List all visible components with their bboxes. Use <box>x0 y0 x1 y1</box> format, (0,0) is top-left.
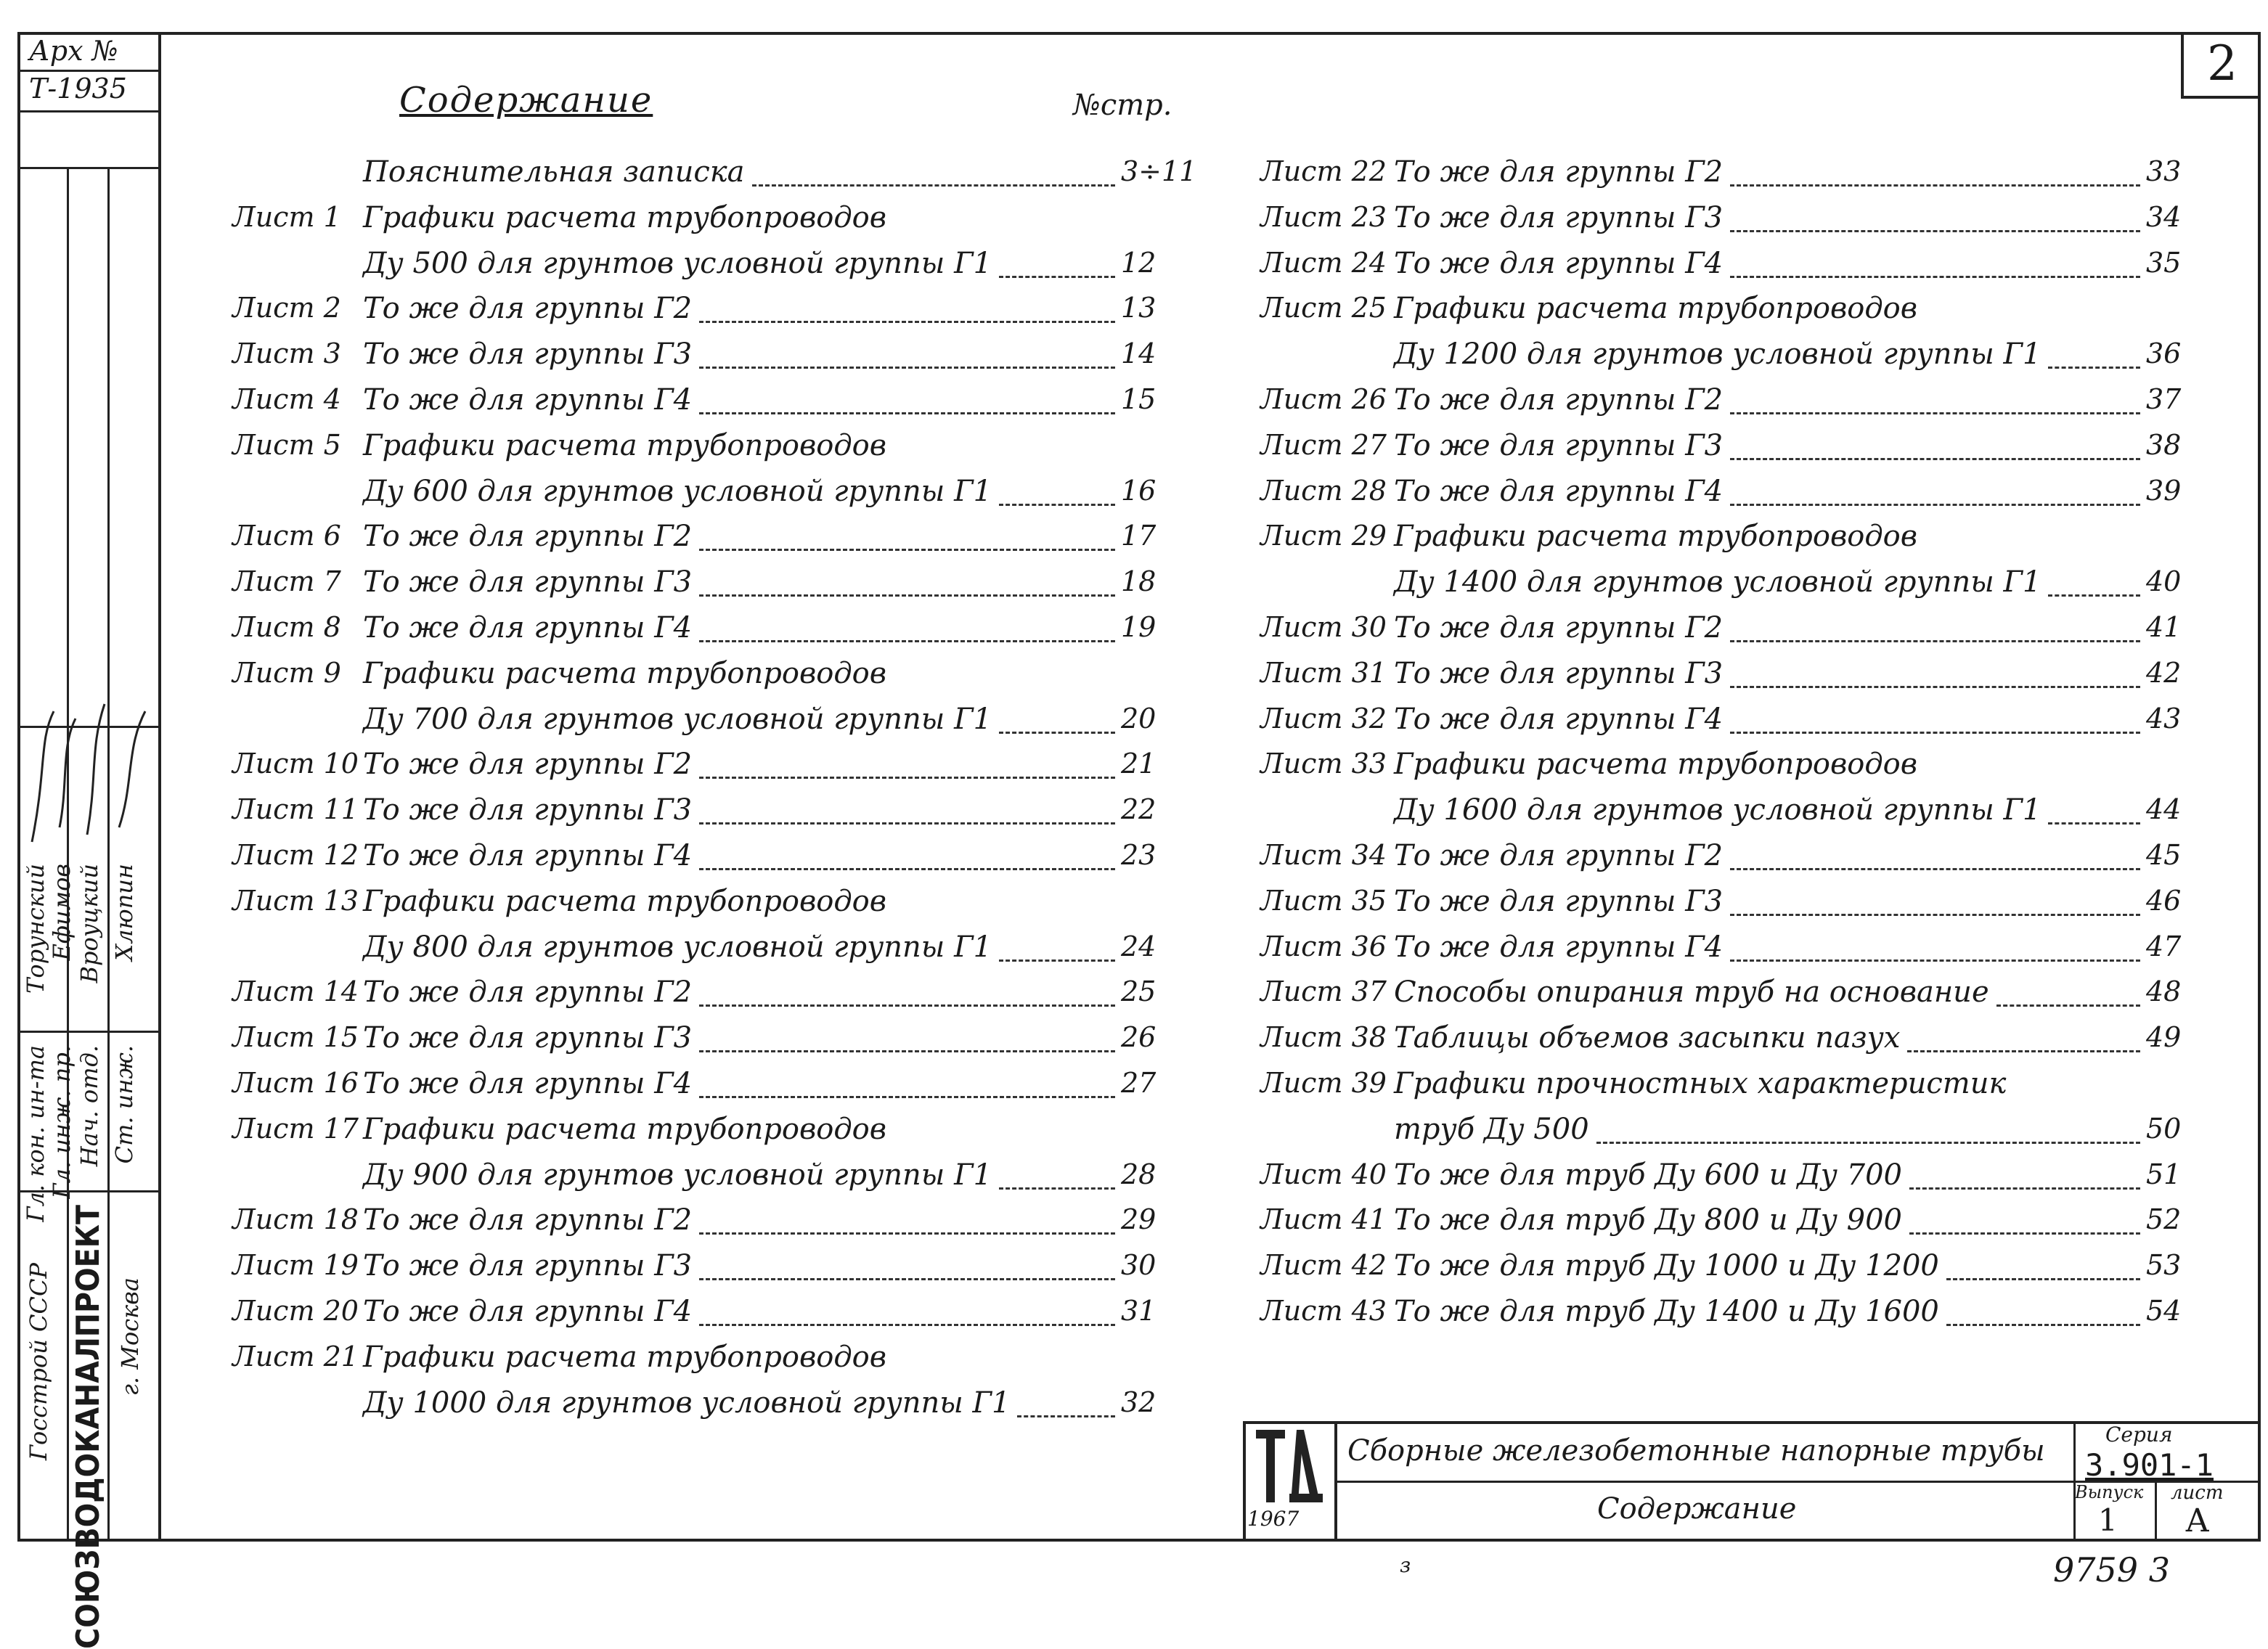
entry-page-number: 29 <box>1121 1203 1157 1236</box>
archive-number: Т-1935 <box>29 73 127 105</box>
contents-entry <box>1260 611 2190 652</box>
contents-entry <box>1260 155 2190 196</box>
leader-dashes <box>1730 412 2140 414</box>
entry-page-number: 26 <box>1121 1021 1157 1054</box>
strip-role: Нач. отд. <box>76 1045 103 1167</box>
entry-page-number: 46 <box>2146 884 2182 917</box>
contents-entry <box>232 1249 1191 1290</box>
sheet-label: Лист 28 <box>1260 474 1387 507</box>
sheet-label: Лист 8 <box>232 611 341 643</box>
td-logo-icon <box>1253 1427 1326 1507</box>
entry-text: То же для группы Г4 <box>1394 702 1724 736</box>
entry-page-number: 39 <box>2146 474 2182 507</box>
contents-entry <box>232 839 1191 880</box>
entry-text: То же для группы Г3 <box>1394 884 1724 918</box>
leader-dashes <box>1730 458 2140 460</box>
contents-entry <box>1260 748 2190 788</box>
entry-text: То же для группы Г2 <box>363 748 693 782</box>
leader-dashes <box>699 1096 1115 1098</box>
entry-text: То же для группы Г4 <box>363 611 693 645</box>
contents-entry <box>1260 1203 2190 1244</box>
entry-text: То же для труб Ду 1000 и Ду 1200 <box>1394 1249 1939 1283</box>
contents-entry <box>1260 1067 2190 1108</box>
entry-text: То же для группы Г2 <box>1394 839 1724 872</box>
sheet-label: Лист 33 <box>1260 748 1387 780</box>
contents-entry <box>232 1295 1191 1335</box>
contents-entry <box>1260 975 2190 1016</box>
contents-entry <box>232 1341 1191 1381</box>
entry-page-number: 33 <box>2146 155 2182 187</box>
entry-page-number: 20 <box>1121 702 1157 735</box>
entry-page-number: 25 <box>1121 975 1157 1008</box>
archive-label: Арх № <box>29 35 118 67</box>
sheet-label: Лист 32 <box>1260 702 1387 735</box>
entry-page-number: 51 <box>2146 1158 2182 1190</box>
contents-entry <box>1260 657 2190 697</box>
leader-dashes <box>1730 504 2140 506</box>
sheet-label: Лист 36 <box>1260 930 1387 962</box>
contents-entry <box>1260 930 2190 971</box>
sheet-label: Лист 16 <box>232 1067 359 1099</box>
title-block-divider <box>2155 1481 2157 1540</box>
leader-dashes <box>999 276 1115 278</box>
entry-text: Графики расчета трубопроводов <box>363 428 887 462</box>
entry-page-number: 23 <box>1121 839 1157 871</box>
leader-dashes <box>699 367 1115 369</box>
contents-entry <box>1260 247 2190 287</box>
strip-row-line <box>17 1031 158 1033</box>
vypusk-value: 1 <box>2098 1502 2118 1538</box>
entry-page-number: 45 <box>2146 839 2182 871</box>
contents-entry <box>1260 1249 2190 1290</box>
entry-text: труб Ду 500 <box>1394 1112 1589 1146</box>
sheet-label: Лист 43 <box>1260 1295 1387 1327</box>
leader-dashes <box>1730 959 2140 962</box>
entry-text: То же для группы Г3 <box>363 1249 693 1283</box>
leader-dashes <box>1996 1004 2140 1007</box>
entry-page-number: 30 <box>1121 1249 1157 1282</box>
leader-dashes <box>2048 367 2140 369</box>
sheet-label: Лист 12 <box>232 839 359 871</box>
entry-text: То же для труб Ду 800 и Ду 900 <box>1394 1203 1902 1237</box>
entry-page-number: 17 <box>1121 520 1157 552</box>
strip-role: Гл. кон. ин-та <box>22 1045 49 1222</box>
sheet-label: Лист 10 <box>232 748 359 780</box>
contents-entry <box>232 657 1191 697</box>
sheet-label: Лист 15 <box>232 1021 359 1054</box>
entry-page-number: 21 <box>1121 748 1157 780</box>
sheet-label: Лист 37 <box>1260 975 1387 1008</box>
entry-text: Таблицы объемов засыпки пазух <box>1394 1021 1901 1055</box>
entry-text: То же для группы Г3 <box>363 1021 693 1055</box>
leader-dashes <box>1730 230 2140 232</box>
entry-page-number: 22 <box>1121 793 1157 826</box>
entry-text: Ду 500 для грунтов условной группы Г1 <box>363 246 992 280</box>
entry-text: То же для группы Г4 <box>363 1295 693 1328</box>
sheet-label: Лист 17 <box>232 1112 359 1145</box>
entry-page-number: 47 <box>2146 930 2182 962</box>
entry-text: То же для группы Г2 <box>1394 383 1724 417</box>
strip-name: Хлюпин <box>110 864 138 961</box>
sheet-label: Лист 5 <box>232 428 341 461</box>
entry-text: То же для группы Г4 <box>1394 930 1724 964</box>
strip-role: Ст. инж. <box>110 1045 138 1164</box>
entry-text: То же для группы Г4 <box>363 1067 693 1100</box>
contents-entry <box>1260 383 2190 424</box>
entry-page-number: 16 <box>1121 474 1157 507</box>
contents-entry <box>232 1021 1191 1062</box>
entry-text: То же для группы Г4 <box>1394 246 1724 280</box>
entry-page-number: 36 <box>2146 337 2182 370</box>
sheet-label: Лист 35 <box>1260 884 1387 917</box>
entry-text: То же для группы Г2 <box>1394 155 1724 189</box>
list-value: А <box>2185 1502 2210 1539</box>
leader-dashes <box>999 959 1115 962</box>
leader-dashes <box>699 868 1115 870</box>
sheet-label: Лист 25 <box>1260 292 1387 324</box>
entry-text: Графики расчета трубопроводов <box>363 200 887 234</box>
contents-entry <box>232 1203 1191 1244</box>
sheet-label: Лист 40 <box>1260 1158 1387 1190</box>
entry-text: То же для труб Ду 1400 и Ду 1600 <box>1394 1295 1939 1328</box>
entry-text: То же для группы Г4 <box>1394 474 1724 508</box>
leader-dashes <box>699 321 1115 323</box>
entry-text: То же для группы Г4 <box>363 383 693 417</box>
sheet-label: Лист 23 <box>1260 200 1387 233</box>
sheet-label: Лист 26 <box>1260 383 1387 415</box>
contents-entry <box>1260 1158 2190 1199</box>
entry-page-number: 32 <box>1121 1386 1157 1418</box>
contents-entry <box>1260 839 2190 880</box>
entry-page-number: 3÷11 <box>1121 155 1197 187</box>
contents-entry <box>1260 520 2190 560</box>
contents-entry <box>1260 1113 2190 1153</box>
entry-page-number: 37 <box>2146 383 2182 415</box>
leader-dashes <box>1730 276 2140 278</box>
contents-entry <box>1260 201 2190 242</box>
entry-text: Ду 1200 для грунтов условной группы Г1 <box>1394 337 2041 372</box>
entry-text: Графики прочностных характеристик <box>1394 1067 2007 1100</box>
sheet-label: Лист 18 <box>232 1203 359 1236</box>
sheet-label: Лист 11 <box>232 793 359 826</box>
contents-entry <box>232 292 1191 332</box>
contents-entry <box>232 793 1191 834</box>
sheet-label: Лист 20 <box>232 1295 359 1327</box>
contents-entry <box>1260 337 2190 378</box>
leader-dashes <box>699 1004 1115 1007</box>
entry-text: То же для группы Г3 <box>1394 656 1724 690</box>
entry-page-number: 18 <box>1121 565 1157 598</box>
sheet-label: Лист 6 <box>232 520 341 552</box>
contents-entry <box>232 885 1191 925</box>
contents-entry <box>232 565 1191 606</box>
contents-entry <box>232 337 1191 378</box>
leader-dashes <box>1730 868 2140 870</box>
contents-entry <box>1260 292 2190 332</box>
sheet-label: Лист 30 <box>1260 611 1387 643</box>
entry-text: То же для группы Г3 <box>363 337 693 372</box>
leader-dashes <box>1596 1142 2140 1144</box>
entry-text: Графики расчета трубопроводов <box>1394 748 1918 782</box>
contents-entry <box>1260 703 2190 743</box>
entry-text: Графики расчета трубопроводов <box>363 1112 887 1146</box>
entry-text: Графики расчета трубопроводов <box>363 1340 887 1374</box>
entry-text: Графики расчета трубопроводов <box>363 656 887 690</box>
sheet-label: Лист 34 <box>1260 839 1387 871</box>
sheet-label: Лист 27 <box>1260 428 1387 461</box>
leader-dashes <box>2048 822 2140 824</box>
contents-entry <box>232 611 1191 652</box>
leader-dashes <box>1946 1278 2140 1280</box>
sheet-label: Лист 39 <box>1260 1067 1387 1099</box>
strip-name: Вроуцкий <box>76 864 103 983</box>
leader-dashes <box>1730 640 2140 642</box>
contents-entry <box>232 383 1191 424</box>
entry-text: Графики расчета трубопроводов <box>1394 292 1918 326</box>
entry-text: Ду 900 для грунтов условной группы Г1 <box>363 1158 992 1192</box>
strip-name: Торунский <box>22 864 49 994</box>
contents-entry <box>232 1158 1191 1199</box>
sheet-label: Лист 22 <box>1260 155 1387 187</box>
contents-entry <box>232 703 1191 743</box>
leader-dashes <box>699 594 1115 597</box>
contents-entry <box>232 930 1191 971</box>
sheet-label: Лист 14 <box>232 975 359 1008</box>
entry-page-number: 28 <box>1121 1158 1157 1190</box>
sheet-label: Лист 2 <box>232 292 341 324</box>
leader-dashes <box>999 504 1115 506</box>
entry-text: Ду 1000 для грунтов условной группы Г1 <box>363 1386 1011 1420</box>
title-block-year: 1967 <box>1247 1507 1300 1531</box>
entry-text: Пояснительная записка <box>363 155 745 189</box>
seriya-value: 3.901-1 <box>2085 1447 2214 1483</box>
entry-text: То же для группы Г3 <box>1394 200 1724 234</box>
sheet-label: Лист 31 <box>1260 656 1387 689</box>
leader-dashes <box>1909 1232 2140 1235</box>
strip-city: г. Москва <box>116 1277 144 1396</box>
leader-dashes <box>1946 1324 2140 1326</box>
entry-text: Способы опирания труб на основание <box>1394 975 1989 1010</box>
contents-entry <box>1260 885 2190 925</box>
entry-page-number: 53 <box>2146 1249 2182 1282</box>
entry-page-number: 52 <box>2146 1203 2182 1236</box>
leader-dashes <box>1909 1187 2140 1190</box>
contents-entry <box>232 1067 1191 1108</box>
sheet-label: Лист 13 <box>232 884 359 917</box>
contents-entry <box>232 429 1191 470</box>
sheet-label: Лист 3 <box>232 337 341 370</box>
leader-dashes <box>699 1278 1115 1280</box>
contents-entry <box>232 155 1197 196</box>
entry-text: То же для группы Г3 <box>363 565 693 600</box>
entry-page-number: 44 <box>2146 793 2182 826</box>
entry-page-number: 48 <box>2146 975 2182 1008</box>
entry-page-number: 27 <box>1121 1067 1157 1099</box>
entry-text: То же для группы Г3 <box>363 793 693 827</box>
contents-entry <box>232 975 1191 1016</box>
page-title: Содержание <box>399 80 653 120</box>
leader-dashes <box>1907 1050 2140 1052</box>
signatures-drawing <box>17 682 158 856</box>
entry-text: Ду 700 для грунтов условной группы Г1 <box>363 702 992 736</box>
leader-dashes <box>999 732 1115 734</box>
entry-page-number: 15 <box>1121 383 1157 415</box>
contents-entry <box>232 1113 1191 1153</box>
contents-entry <box>232 748 1191 788</box>
leader-dashes <box>2048 594 2140 597</box>
entry-page-number: 41 <box>2146 611 2182 643</box>
leader-dashes <box>699 1232 1115 1235</box>
entry-text: Графики расчета трубопроводов <box>1394 520 1918 554</box>
strip-name: Ефимов <box>48 864 76 961</box>
entry-text: То же для группы Г2 <box>363 292 693 326</box>
entry-page-number: 34 <box>2146 200 2182 233</box>
sheet-label: Лист 42 <box>1260 1249 1387 1282</box>
leader-dashes <box>752 184 1115 187</box>
contents-entry <box>232 201 1191 242</box>
strip-org: Госстрой СССР <box>25 1263 52 1461</box>
entry-text: Ду 1600 для грунтов условной группы Г1 <box>1394 793 2041 827</box>
page-column-label: №стр. <box>1073 89 1172 122</box>
sheet-label: Лист 1 <box>232 200 341 233</box>
leader-dashes <box>1017 1415 1115 1417</box>
entry-text: То же для группы Г3 <box>1394 428 1724 462</box>
sheet-label: Лист 4 <box>232 383 341 415</box>
list-label: лист <box>2171 1482 2224 1504</box>
bottom-number: 9759 3 <box>2053 1550 2170 1589</box>
leader-dashes <box>1730 732 2140 734</box>
contents-entry <box>1260 565 2190 606</box>
entry-page-number: 40 <box>2146 565 2182 598</box>
entry-page-number: 31 <box>1121 1295 1157 1327</box>
title-block-logo-cell <box>1243 1421 1337 1540</box>
entry-text: То же для группы Г2 <box>363 520 693 554</box>
sheet-label: Лист 19 <box>232 1249 359 1282</box>
entry-page-number: 43 <box>2146 702 2182 735</box>
leader-dashes <box>699 822 1115 824</box>
entry-text: То же для труб Ду 600 и Ду 700 <box>1394 1158 1902 1192</box>
sheet-label: Лист 7 <box>232 565 341 598</box>
entry-text: Ду 1400 для грунтов условной группы Г1 <box>1394 565 2041 600</box>
entry-text: Графики расчета трубопроводов <box>363 884 887 918</box>
sheet-label: Лист 29 <box>1260 520 1387 552</box>
sheet-label: Лист 24 <box>1260 246 1387 279</box>
leader-dashes <box>699 1050 1115 1052</box>
leader-dashes <box>699 549 1115 551</box>
leader-dashes <box>999 1187 1115 1190</box>
contents-entry <box>1260 429 2190 470</box>
sheet-label: Лист 21 <box>232 1340 359 1372</box>
sheet-label: Лист 9 <box>232 656 341 689</box>
entry-text: То же для группы Г4 <box>363 839 693 872</box>
contents-entry <box>232 247 1191 287</box>
entry-page-number: 19 <box>1121 611 1157 643</box>
title-block-subtitle: Содержание <box>1597 1492 1797 1526</box>
entry-text: Ду 600 для грунтов условной группы Г1 <box>363 474 992 508</box>
leader-dashes <box>1730 184 2140 187</box>
entry-page-number: 38 <box>2146 428 2182 461</box>
contents-entry <box>1260 1021 2190 1062</box>
contents-entry <box>232 475 1191 515</box>
leader-dashes <box>699 777 1115 779</box>
page-number: 2 <box>2181 32 2261 99</box>
strip-role: Гл. инж. пр. <box>48 1045 76 1199</box>
entry-page-number: 13 <box>1121 292 1157 324</box>
contents-entry <box>232 520 1191 560</box>
seriya-label: Серия <box>2105 1423 2173 1447</box>
contents-entry <box>1260 1295 2190 1335</box>
leader-dashes <box>699 1324 1115 1326</box>
entry-page-number: 14 <box>1121 337 1157 370</box>
entry-page-number: 42 <box>2146 656 2182 689</box>
entry-page-number: 35 <box>2146 246 2182 279</box>
entry-page-number: 12 <box>1121 246 1157 279</box>
entry-page-number: 50 <box>2146 1112 2182 1145</box>
entry-text: Ду 800 для грунтов условной группы Г1 <box>363 930 992 964</box>
contents-entry <box>1260 793 2190 834</box>
contents-entry <box>1260 475 2190 515</box>
strip-institute: СОЮЗВОДОКАНАЛПРОЕКТ <box>70 1205 107 1649</box>
entry-page-number: 49 <box>2146 1021 2182 1054</box>
contents-entry <box>232 1386 1191 1427</box>
vypusk-label: Выпуск <box>2075 1482 2144 1502</box>
sheet-label: Лист 41 <box>1260 1203 1387 1236</box>
entry-text: То же для группы Г2 <box>363 975 693 1010</box>
entry-page-number: 54 <box>2146 1295 2182 1327</box>
sheet-label: Лист 38 <box>1260 1021 1387 1054</box>
leader-dashes <box>1730 686 2140 688</box>
leader-dashes <box>699 640 1115 642</box>
leader-dashes <box>699 412 1115 414</box>
entry-text: То же для группы Г2 <box>1394 611 1724 645</box>
leader-dashes <box>1730 914 2140 916</box>
strip-divider <box>17 167 158 169</box>
entry-text: То же для группы Г2 <box>363 1203 693 1237</box>
title-block-title: Сборные железобетонные напорные трубы <box>1347 1434 2045 1468</box>
bottom-mark: з <box>1400 1553 1411 1577</box>
entry-page-number: 24 <box>1121 930 1157 962</box>
